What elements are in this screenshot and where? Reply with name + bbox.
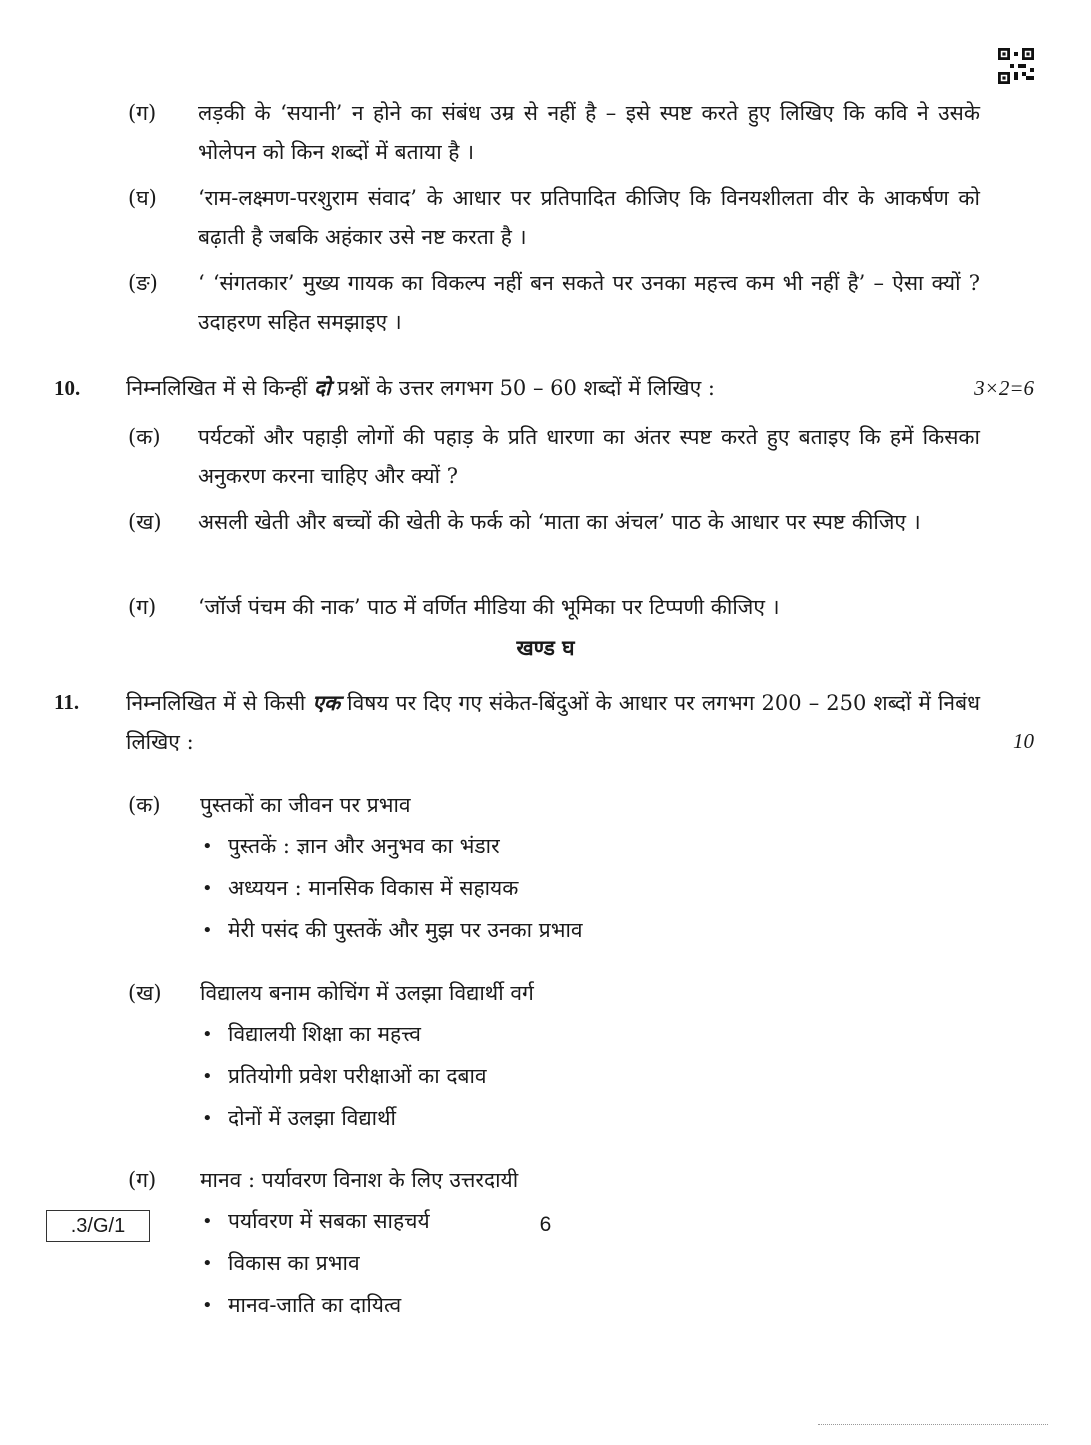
topic-point: पुस्तकें : ज्ञान और अनुभव का भंडार [228, 834, 500, 858]
question-marks: 3×2=6 [974, 376, 1034, 400]
q9-item-text: ‘ ‘संगतकार’ मुख्य गायक का विकल्प नहीं बन सकते पर उनका महत्त्व कम भी नहीं है’ – ऐसा क्यों ? उदाहरण सहित समझाइए । [198, 271, 980, 334]
topic-title: मानव : पर्यावरण विनाश के लिए उत्तरदायी [200, 1168, 519, 1192]
question-stem: निम्नलिखित में से किन्हीं दो प्रश्नों के उत्तर लगभग 50 – 60 शब्दों में लिखिए : [126, 375, 715, 400]
q10-item-text: असली खेती और बच्चों की खेती के फर्क को ‘माता का अंचल’ पाठ के आधार पर स्पष्ट कीजिए । [198, 510, 921, 534]
bottom-rule [818, 1424, 1048, 1425]
bullet-icon: • [202, 1211, 213, 1232]
topic-label: (क) [128, 793, 161, 817]
topic-point: मानव-जाति का दायित्व [228, 1293, 402, 1317]
bullet-icon: • [202, 1024, 213, 1045]
topic-point: प्रतियोगी प्रवेश परीक्षाओं का दबाव [228, 1064, 487, 1088]
topic-point: दोनों में उलझा विद्यार्थी [228, 1106, 396, 1130]
topic-point: अध्ययन : मानसिक विकास में सहायक [228, 876, 519, 900]
q10-item-text: पर्यटकों और पहाड़ी लोगों की पहाड़ के प्रति धारणा का अंतर स्पष्ट करते हुए बताइए कि हमें किसका अनुकरण करना चाहिए और क्यों ? [198, 425, 980, 488]
q10-item-label: (ग) [128, 595, 157, 619]
q9-item-text: लड़की के ‘सयानी’ न होने का संबंध उम्र से नहीं है – इसे स्पष्ट करते हुए लिखिए कि कवि ने उसके भोलेपन को किन शब्दों में बताया है । [198, 101, 980, 164]
topic-point: पर्यावरण में सबका साहचर्य [228, 1209, 430, 1233]
bullet-icon: • [202, 878, 213, 899]
q9-item-text: ‘राम-लक्ष्मण-परशुराम संवाद’ के आधार पर प्रतिपादित कीजिए कि विनयशीलता वीर के आकर्षण को बढ़ाती है जबकि अहंकार उसे नष्ट करता है । [198, 186, 980, 249]
question-number: 10. [54, 376, 81, 400]
question-stem: निम्नलिखित में से किसी एक विषय पर दिए गए संकेत-बिंदुओं के आधार पर लगभग 200 – 250 शब्दों में निबंध लिखिए : [126, 690, 980, 754]
topic-label: (ग) [128, 1168, 157, 1192]
question-marks: 10 [1013, 729, 1034, 753]
topic-title: पुस्तकों का जीवन पर प्रभाव [200, 793, 411, 817]
question-number: 11. [54, 690, 80, 714]
q10-item-label: (क) [128, 425, 161, 449]
bullet-icon: • [202, 836, 213, 857]
topic-point: विकास का प्रभाव [228, 1251, 360, 1275]
bullet-icon: • [202, 1253, 213, 1274]
paper-code: .3/G/1 [46, 1210, 150, 1242]
bullet-icon: • [202, 920, 213, 941]
topic-title: विद्यालय बनाम कोचिंग में उलझा विद्यार्थी वर्ग [200, 981, 534, 1005]
q10-item-label: (ख) [128, 510, 162, 534]
topic-point: विद्यालयी शिक्षा का महत्त्व [228, 1022, 421, 1046]
q9-item-label: (ग) [128, 101, 157, 125]
q9-item-label: (घ) [128, 186, 157, 210]
bullet-icon: • [202, 1066, 213, 1087]
bullet-icon: • [202, 1108, 213, 1129]
bullet-icon: • [202, 1295, 213, 1316]
section-heading: खण्ड घ [516, 635, 575, 660]
q10-item-text: ‘जॉर्ज पंचम की नाक’ पाठ में वर्णित मीडिया की भूमिका पर टिप्पणी कीजिए । [198, 595, 780, 619]
q9-item-label: (ङ) [128, 271, 158, 295]
topic-point: मेरी पसंद की पुस्तकें और मुझ पर उनका प्रभाव [228, 918, 583, 942]
topic-label: (ख) [128, 981, 162, 1005]
page-number: 6 [539, 1213, 552, 1236]
